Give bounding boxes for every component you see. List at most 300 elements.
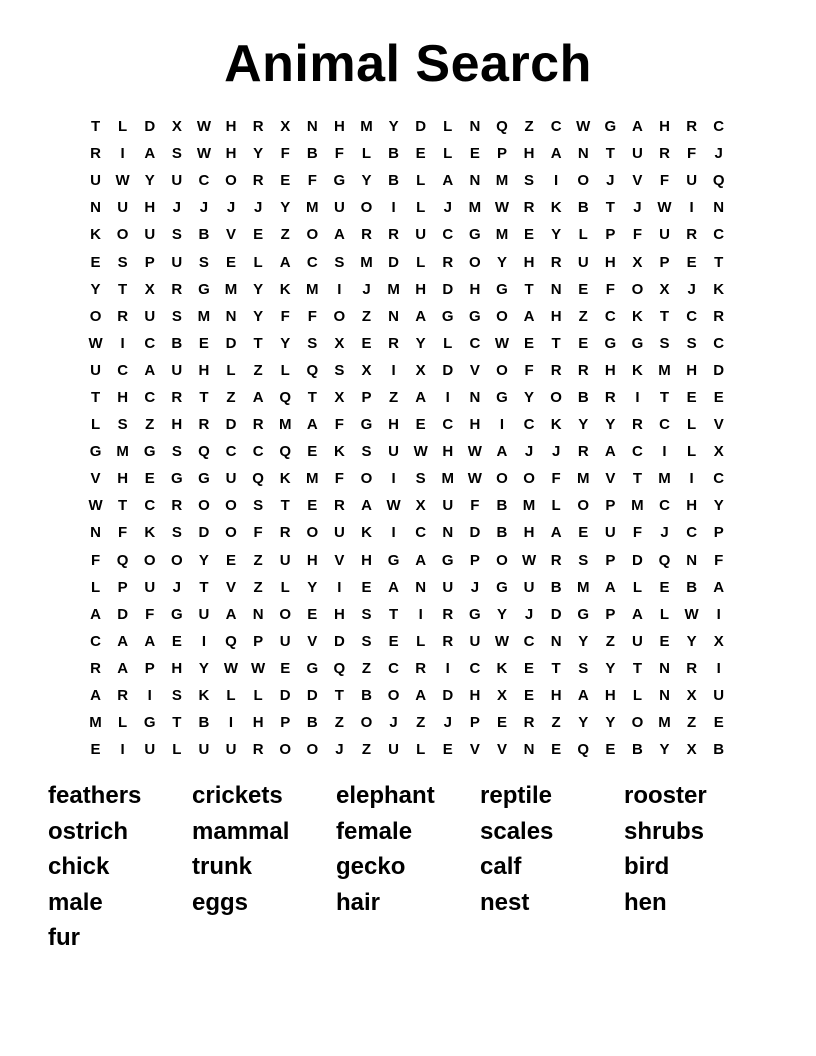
grid-letter[interactable]: E — [578, 334, 589, 352]
grid-letter[interactable]: U — [225, 470, 237, 488]
grid-letter[interactable]: B — [577, 199, 589, 217]
grid-letter[interactable]: M — [306, 280, 319, 298]
grid-letter[interactable]: R — [388, 226, 399, 244]
grid-letter[interactable]: U — [686, 172, 698, 190]
grid-letter[interactable]: W — [657, 199, 672, 217]
grid-letter[interactable]: F — [632, 524, 642, 542]
grid-letter[interactable]: C — [144, 497, 156, 515]
grid-letter[interactable]: E — [578, 280, 589, 298]
grid-letter[interactable]: F — [118, 524, 128, 542]
grid-letter[interactable]: Y — [144, 172, 155, 190]
grid-letter[interactable]: U — [171, 361, 183, 379]
grid-letter[interactable]: L — [443, 118, 453, 136]
grid-letter[interactable]: U — [90, 172, 101, 190]
grid-letter[interactable]: I — [147, 687, 152, 705]
grid-letter[interactable]: D — [225, 416, 237, 434]
grid-letter[interactable]: K — [632, 361, 643, 379]
grid-letter[interactable]: U — [713, 687, 725, 705]
grid-letter[interactable]: P — [144, 253, 155, 271]
grid-letter[interactable]: H — [415, 280, 427, 298]
grid-letter[interactable]: D — [225, 334, 237, 352]
grid-letter[interactable]: N — [469, 118, 481, 136]
grid-letter[interactable]: O — [306, 524, 319, 542]
grid-letter[interactable]: P — [605, 551, 616, 569]
grid-letter[interactable]: A — [117, 632, 129, 650]
grid-letter[interactable]: Z — [253, 361, 263, 379]
grid-letter[interactable]: R — [333, 497, 345, 515]
grid-letter[interactable]: C — [90, 632, 101, 650]
grid-letter[interactable]: E — [659, 632, 670, 650]
grid-letter[interactable]: L — [226, 687, 236, 705]
grid-letter[interactable]: L — [443, 334, 453, 352]
grid-letter[interactable]: Q — [279, 388, 292, 406]
grid-letter[interactable]: A — [632, 605, 643, 623]
grid-letter[interactable]: U — [198, 741, 210, 759]
grid-letter[interactable]: A — [252, 388, 264, 406]
grid-letter[interactable]: I — [120, 741, 125, 759]
grid-letter[interactable]: N — [442, 524, 454, 542]
grid-letter[interactable]: V — [496, 741, 507, 759]
grid-letter[interactable]: L — [416, 632, 426, 650]
grid-letter[interactable]: A — [388, 578, 399, 596]
grid-letter[interactable]: E — [415, 416, 426, 434]
grid-letter[interactable]: M — [197, 307, 211, 325]
grid-letter[interactable]: P — [253, 632, 264, 650]
grid-letter[interactable]: R — [550, 361, 562, 379]
grid-letter[interactable]: S — [524, 172, 535, 190]
grid-letter[interactable]: M — [116, 443, 129, 461]
grid-letter[interactable]: M — [89, 714, 102, 732]
grid-letter[interactable]: R — [632, 416, 643, 434]
grid-letter[interactable]: Q — [116, 551, 129, 569]
grid-letter[interactable]: A — [415, 307, 427, 325]
grid-letter[interactable]: N — [90, 199, 101, 217]
grid-letter[interactable]: Y — [686, 632, 697, 650]
grid-letter[interactable]: B — [361, 687, 372, 705]
grid-letter[interactable]: N — [225, 307, 237, 325]
grid-letter[interactable]: Q — [333, 659, 346, 677]
grid-letter[interactable]: M — [495, 172, 509, 190]
grid-letter[interactable]: U — [144, 226, 156, 244]
grid-letter[interactable]: E — [496, 714, 507, 732]
grid-letter[interactable]: B — [306, 145, 318, 163]
grid-letter[interactable]: O — [225, 497, 237, 515]
grid-letter[interactable]: G — [170, 470, 183, 488]
grid-letter[interactable]: Y — [578, 632, 589, 650]
grid-letter[interactable]: R — [604, 388, 616, 406]
grid-letter[interactable]: O — [577, 497, 590, 515]
grid-letter[interactable]: J — [172, 199, 181, 217]
grid-letter[interactable]: O — [469, 253, 481, 271]
grid-letter[interactable]: X — [361, 361, 372, 379]
grid-letter[interactable]: H — [333, 118, 345, 136]
grid-letter[interactable]: V — [226, 226, 237, 244]
grid-letter[interactable]: N — [306, 118, 318, 136]
grid-letter[interactable]: W — [494, 632, 510, 650]
grid-letter[interactable]: R — [279, 524, 291, 542]
grid-letter[interactable]: Y — [578, 416, 589, 434]
grid-letter[interactable]: D — [333, 632, 345, 650]
grid-letter[interactable]: E — [226, 253, 237, 271]
grid-letter[interactable]: M — [522, 497, 536, 515]
grid-letter[interactable]: H — [117, 470, 129, 488]
grid-letter[interactable]: Z — [361, 741, 372, 759]
grid-letter[interactable]: R — [577, 443, 589, 461]
grid-letter[interactable]: I — [662, 443, 667, 461]
grid-letter[interactable]: F — [280, 307, 290, 325]
grid-letter[interactable]: F — [280, 145, 290, 163]
grid-letter[interactable]: U — [388, 443, 399, 461]
grid-letter[interactable]: J — [362, 280, 371, 298]
grid-letter[interactable]: W — [521, 551, 537, 569]
grid-letter[interactable]: J — [335, 741, 344, 759]
grid-letter[interactable]: L — [90, 578, 101, 596]
grid-letter[interactable]: J — [524, 443, 534, 461]
grid-letter[interactable]: Q — [279, 443, 292, 461]
grid-letter[interactable]: S — [361, 443, 372, 461]
grid-letter[interactable]: T — [524, 280, 534, 298]
grid-letter[interactable]: U — [90, 361, 101, 379]
grid-letter[interactable]: Q — [577, 741, 590, 759]
grid-letter[interactable]: X — [686, 741, 697, 759]
grid-letter[interactable]: T — [253, 334, 263, 352]
grid-letter[interactable]: E — [442, 741, 453, 759]
grid-letter[interactable]: T — [659, 307, 670, 325]
grid-letter[interactable]: E — [524, 659, 535, 677]
grid-letter[interactable]: G — [496, 280, 508, 298]
grid-letter[interactable]: U — [144, 741, 156, 759]
grid-letter[interactable]: S — [117, 416, 128, 434]
grid-letter[interactable]: E — [415, 145, 426, 163]
grid-letter[interactable]: E — [361, 334, 372, 352]
grid-letter[interactable]: J — [633, 199, 642, 217]
grid-letter[interactable]: C — [659, 497, 670, 515]
grid-letter[interactable]: M — [658, 470, 671, 488]
grid-letter[interactable]: M — [468, 199, 482, 217]
grid-letter[interactable]: G — [198, 470, 210, 488]
grid-letter[interactable]: I — [391, 199, 396, 217]
grid-letter[interactable]: H — [171, 416, 183, 434]
grid-letter[interactable]: G — [198, 280, 210, 298]
grid-letter[interactable]: I — [391, 361, 396, 379]
grid-letter[interactable]: N — [523, 741, 535, 759]
grid-letter[interactable]: N — [252, 605, 264, 623]
grid-letter[interactable]: R — [252, 172, 264, 190]
grid-letter[interactable]: O — [360, 714, 373, 732]
grid-letter[interactable]: B — [198, 226, 210, 244]
grid-letter[interactable]: D — [117, 605, 129, 623]
grid-letter[interactable]: Y — [388, 118, 399, 136]
grid-letter[interactable]: Q — [712, 172, 725, 190]
grid-letter[interactable]: I — [716, 659, 721, 677]
grid-letter[interactable]: Y — [361, 172, 372, 190]
grid-letter[interactable]: V — [90, 470, 101, 488]
grid-letter[interactable]: E — [280, 659, 291, 677]
grid-letter[interactable]: H — [171, 659, 183, 677]
grid-letter[interactable]: O — [360, 470, 373, 488]
grid-letter[interactable]: F — [253, 524, 263, 542]
grid-letter[interactable]: F — [145, 605, 155, 623]
grid-letter[interactable]: E — [686, 253, 697, 271]
grid-letter[interactable]: U — [632, 632, 643, 650]
grid-letter[interactable]: D — [469, 524, 481, 542]
grid-letter[interactable]: J — [606, 172, 615, 190]
grid-letter[interactable]: E — [524, 226, 535, 244]
grid-letter[interactable]: L — [172, 741, 182, 759]
grid-letter[interactable]: J — [551, 443, 561, 461]
grid-letter[interactable]: J — [714, 145, 723, 163]
grid-letter[interactable]: O — [496, 361, 508, 379]
grid-letter[interactable]: B — [171, 334, 183, 352]
grid-letter[interactable]: E — [280, 172, 291, 190]
grid-letter[interactable]: O — [279, 605, 292, 623]
grid-letter[interactable]: S — [198, 253, 209, 271]
grid-letter[interactable]: H — [523, 145, 535, 163]
grid-letter[interactable]: H — [388, 416, 399, 434]
grid-letter[interactable]: O — [333, 307, 346, 325]
grid-letter[interactable]: T — [118, 280, 128, 298]
grid-letter[interactable]: T — [90, 388, 101, 406]
grid-letter[interactable]: F — [307, 307, 317, 325]
grid-letter[interactable]: P — [605, 497, 616, 515]
grid-letter[interactable]: I — [635, 388, 640, 406]
grid-letter[interactable]: Z — [226, 388, 236, 406]
grid-letter[interactable]: L — [253, 253, 263, 271]
grid-letter[interactable]: O — [631, 280, 644, 298]
grid-letter[interactable]: R — [523, 714, 535, 732]
grid-letter[interactable]: W — [413, 443, 428, 461]
grid-letter[interactable]: I — [445, 659, 450, 677]
grid-letter[interactable]: G — [469, 226, 481, 244]
grid-letter[interactable]: I — [120, 145, 125, 163]
grid-letter[interactable]: I — [201, 632, 206, 650]
grid-letter[interactable]: R — [198, 416, 210, 434]
grid-letter[interactable]: L — [118, 118, 128, 136]
grid-letter[interactable]: N — [713, 199, 725, 217]
grid-letter[interactable]: J — [389, 714, 398, 732]
grid-letter[interactable]: I — [391, 470, 396, 488]
grid-letter[interactable]: B — [496, 497, 508, 515]
grid-letter[interactable]: C — [713, 470, 725, 488]
grid-letter[interactable]: J — [660, 524, 669, 542]
grid-letter[interactable]: M — [576, 578, 590, 596]
grid-letter[interactable]: I — [391, 524, 396, 542]
grid-letter[interactable]: T — [307, 388, 317, 406]
grid-letter[interactable]: P — [144, 659, 155, 677]
grid-letter[interactable]: W — [223, 659, 239, 677]
grid-letter[interactable]: N — [577, 145, 589, 163]
grid-letter[interactable]: E — [578, 524, 589, 542]
grid-letter[interactable]: S — [334, 253, 345, 271]
grid-letter[interactable]: P — [469, 714, 480, 732]
grid-letter[interactable]: R — [90, 145, 101, 163]
grid-letter[interactable]: R — [686, 659, 698, 677]
grid-letter[interactable]: S — [334, 361, 345, 379]
grid-letter[interactable]: Z — [416, 714, 426, 732]
grid-letter[interactable]: K — [333, 443, 345, 461]
grid-letter[interactable]: Z — [253, 551, 263, 569]
grid-letter[interactable]: Y — [90, 280, 101, 298]
grid-letter[interactable]: E — [198, 334, 209, 352]
grid-letter[interactable]: Z — [687, 714, 697, 732]
grid-letter[interactable]: T — [551, 659, 561, 677]
grid-letter[interactable]: W — [251, 659, 266, 677]
grid-letter[interactable]: G — [143, 714, 156, 732]
grid-letter[interactable]: R — [252, 118, 264, 136]
grid-letter[interactable]: C — [713, 334, 725, 352]
grid-letter[interactable]: H — [604, 253, 616, 271]
grid-letter[interactable]: B — [306, 714, 318, 732]
grid-letter[interactable]: S — [659, 334, 670, 352]
grid-letter[interactable]: W — [88, 497, 103, 515]
grid-letter[interactable]: F — [470, 497, 480, 515]
grid-letter[interactable]: O — [306, 226, 319, 244]
grid-letter[interactable]: O — [631, 714, 644, 732]
grid-letter[interactable]: G — [170, 605, 183, 623]
grid-letter[interactable]: K — [279, 280, 291, 298]
grid-letter[interactable]: C — [713, 118, 725, 136]
grid-letter[interactable]: H — [144, 199, 156, 217]
grid-letter[interactable]: W — [115, 172, 130, 190]
grid-letter[interactable]: O — [496, 307, 508, 325]
grid-letter[interactable]: S — [171, 687, 182, 705]
grid-letter[interactable]: F — [551, 470, 561, 488]
grid-letter[interactable]: H — [686, 361, 698, 379]
grid-letter[interactable]: G — [469, 605, 481, 623]
grid-letter[interactable]: G — [631, 334, 644, 352]
grid-letter[interactable]: P — [713, 524, 724, 542]
grid-letter[interactable]: O — [496, 470, 508, 488]
grid-letter[interactable]: T — [280, 497, 290, 515]
grid-letter[interactable]: M — [658, 361, 671, 379]
grid-letter[interactable]: A — [415, 388, 427, 406]
grid-letter[interactable]: H — [604, 361, 616, 379]
grid-letter[interactable]: K — [144, 524, 156, 542]
grid-letter[interactable]: X — [144, 280, 155, 298]
grid-letter[interactable]: B — [577, 388, 589, 406]
grid-letter[interactable]: H — [442, 443, 454, 461]
grid-letter[interactable]: U — [659, 226, 670, 244]
grid-letter[interactable]: R — [442, 632, 454, 650]
grid-letter[interactable]: J — [687, 280, 696, 298]
grid-letter[interactable]: P — [469, 551, 480, 569]
grid-letter[interactable]: Y — [198, 551, 209, 569]
grid-letter[interactable]: J — [443, 199, 452, 217]
grid-letter[interactable]: B — [686, 578, 698, 596]
grid-letter[interactable]: M — [658, 714, 671, 732]
grid-letter[interactable]: T — [605, 145, 615, 163]
grid-letter[interactable]: Y — [280, 334, 291, 352]
grid-letter[interactable]: X — [280, 118, 291, 136]
grid-letter[interactable]: Z — [145, 416, 155, 434]
grid-letter[interactable]: N — [388, 307, 399, 325]
grid-letter[interactable]: M — [576, 470, 590, 488]
grid-letter[interactable]: V — [469, 741, 480, 759]
grid-letter[interactable]: M — [631, 497, 644, 515]
grid-letter[interactable]: O — [523, 470, 535, 488]
grid-letter[interactable]: T — [334, 687, 344, 705]
grid-letter[interactable]: H — [469, 280, 481, 298]
grid-letter[interactable]: J — [470, 578, 480, 596]
grid-letter[interactable]: R — [577, 361, 589, 379]
grid-letter[interactable]: Y — [551, 226, 562, 244]
grid-letter[interactable]: U — [442, 578, 454, 596]
grid-letter[interactable]: C — [117, 361, 129, 379]
grid-letter[interactable]: M — [441, 470, 455, 488]
grid-letter[interactable]: T — [632, 659, 642, 677]
grid-letter[interactable]: G — [360, 416, 373, 434]
grid-letter[interactable]: I — [554, 172, 559, 190]
grid-letter[interactable]: G — [387, 551, 400, 569]
grid-letter[interactable]: U — [144, 578, 156, 596]
grid-letter[interactable]: E — [90, 741, 101, 759]
grid-letter[interactable]: E — [307, 443, 318, 461]
grid-letter[interactable]: C — [198, 172, 210, 190]
grid-letter[interactable]: Q — [658, 551, 671, 569]
grid-letter[interactable]: B — [388, 172, 399, 190]
grid-letter[interactable]: W — [494, 199, 510, 217]
grid-letter[interactable]: C — [225, 443, 237, 461]
grid-letter[interactable]: H — [225, 145, 237, 163]
grid-letter[interactable]: Y — [713, 497, 724, 515]
grid-letter[interactable]: F — [605, 280, 615, 298]
grid-letter[interactable]: F — [90, 551, 101, 569]
grid-letter[interactable]: H — [686, 497, 698, 515]
grid-letter[interactable]: E — [713, 388, 724, 406]
grid-letter[interactable]: D — [279, 687, 291, 705]
grid-letter[interactable]: L — [659, 605, 670, 623]
grid-letter[interactable]: H — [550, 687, 562, 705]
grid-letter[interactable]: Y — [496, 253, 507, 271]
grid-letter[interactable]: A — [225, 605, 237, 623]
grid-letter[interactable]: S — [361, 605, 372, 623]
grid-letter[interactable]: U — [171, 172, 183, 190]
grid-letter[interactable]: S — [307, 334, 318, 352]
grid-letter[interactable]: O — [306, 741, 319, 759]
grid-letter[interactable]: E — [253, 226, 264, 244]
grid-letter[interactable]: K — [198, 687, 210, 705]
grid-letter[interactable]: W — [684, 605, 699, 623]
grid-letter[interactable]: D — [198, 524, 210, 542]
grid-letter[interactable]: L — [280, 578, 290, 596]
grid-letter[interactable]: S — [117, 253, 128, 271]
grid-letter[interactable]: A — [604, 443, 616, 461]
grid-letter[interactable]: J — [443, 714, 452, 732]
grid-letter[interactable]: T — [172, 714, 182, 732]
grid-letter[interactable]: P — [496, 145, 507, 163]
grid-letter[interactable]: N — [469, 172, 481, 190]
grid-letter[interactable]: U — [198, 605, 210, 623]
grid-letter[interactable]: X — [171, 118, 182, 136]
grid-letter[interactable]: K — [550, 416, 562, 434]
grid-letter[interactable]: W — [467, 443, 482, 461]
grid-letter[interactable]: V — [632, 172, 643, 190]
grid-letter[interactable]: G — [306, 659, 319, 677]
grid-letter[interactable]: N — [686, 551, 698, 569]
grid-letter[interactable]: A — [550, 524, 562, 542]
grid-letter[interactable]: H — [225, 118, 237, 136]
grid-letter[interactable]: A — [442, 172, 454, 190]
grid-letter[interactable]: E — [226, 551, 237, 569]
grid-letter[interactable]: G — [577, 605, 590, 623]
grid-letter[interactable]: R — [171, 388, 183, 406]
grid-letter[interactable]: A — [550, 145, 562, 163]
grid-letter[interactable]: Y — [280, 199, 291, 217]
grid-letter[interactable]: X — [334, 334, 345, 352]
grid-letter[interactable]: D — [442, 687, 454, 705]
grid-letter[interactable]: R — [550, 551, 562, 569]
grid-letter[interactable]: D — [306, 687, 318, 705]
